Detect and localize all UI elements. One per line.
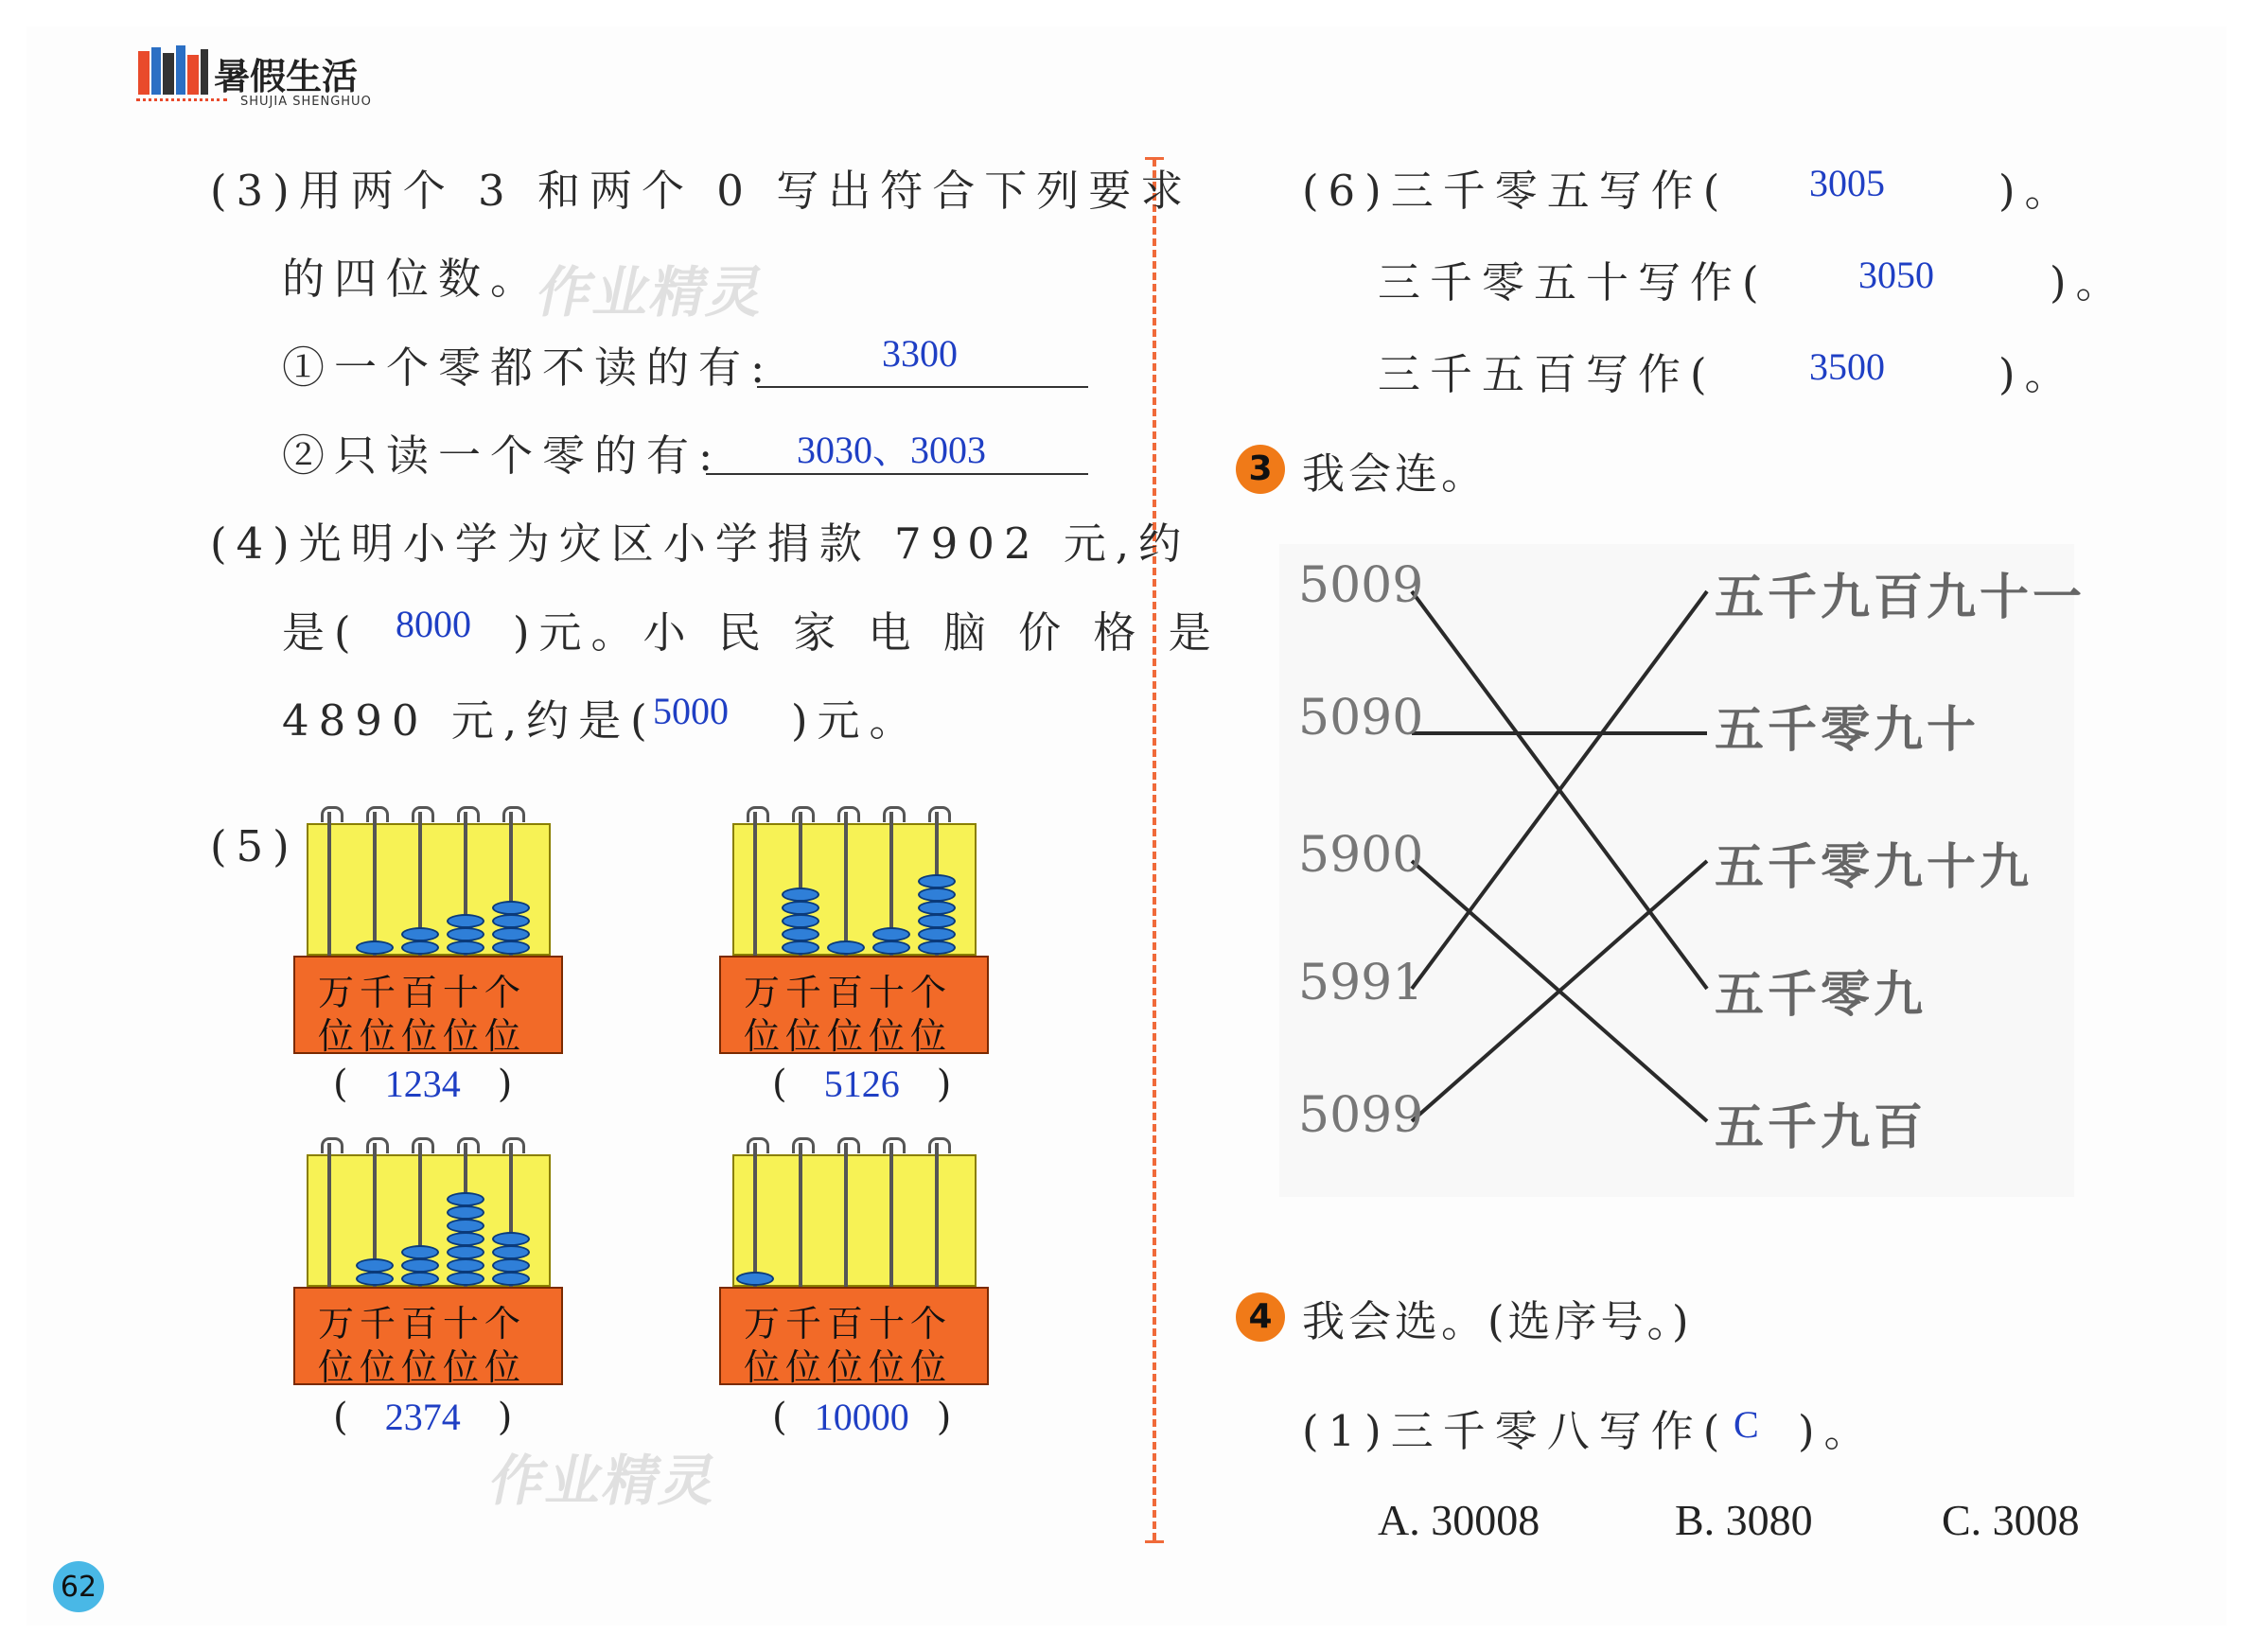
rod-knob	[321, 806, 343, 822]
abacus-bead	[447, 940, 484, 955]
q6-line1-close: )。	[1998, 166, 2077, 216]
place-label-row-2: 位位位位位	[744, 1346, 953, 1388]
abacus-rod	[327, 1143, 331, 1289]
q6-line1: (6)三千零五写作(	[1302, 166, 1730, 216]
q4-line1: (4)光明小学为灾区小学捐款 7902 元,约	[210, 518, 1191, 569]
abacus-rod	[327, 812, 331, 958]
q6-line2-close: )。	[2050, 257, 2128, 308]
abacus-place-labels	[719, 1287, 989, 1388]
abacus-bead	[782, 940, 819, 955]
s4-q1-post: )。	[1798, 1406, 1876, 1456]
abacus-4-answer-row	[772, 1395, 999, 1439]
rod-knob	[928, 1137, 951, 1153]
rod-knob	[883, 1137, 906, 1153]
match-word: 五千零九十九	[1715, 838, 2033, 896]
abacus-bead	[736, 1272, 774, 1286]
rod-knob	[457, 806, 480, 822]
abacus-bead	[447, 927, 484, 941]
match-word: 五千零九十	[1715, 701, 1980, 759]
rod-knob	[412, 806, 434, 822]
abacus-bead	[918, 874, 956, 888]
abacus-bead	[827, 940, 865, 955]
header-subtitle: SHUJIA SHENGHUO	[240, 95, 372, 109]
place-label-row-1: 万千百十个	[318, 1303, 527, 1344]
page-number: 62	[60, 1571, 97, 1604]
abacus-bead	[918, 927, 956, 941]
q3-sub2-label: ②只读一个零的有:	[282, 431, 723, 481]
close-paren: )	[936, 1063, 952, 1106]
s4-q1-pre: (1)三千零八写作(	[1302, 1406, 1730, 1456]
close-paren: )	[497, 1396, 513, 1439]
abacus-bead	[447, 1219, 484, 1233]
column-divider	[1153, 159, 1156, 1540]
abacus-rod	[373, 812, 377, 958]
place-label-row-1: 万千百十个	[318, 972, 527, 1013]
rod-knob	[928, 806, 951, 822]
q4-line2-post: )元。小 民 家 电 脑 价 格 是	[513, 607, 1221, 658]
match-number: 5900	[1298, 827, 1424, 884]
abacus-place-labels	[293, 956, 563, 1057]
section-3-title: 我会连。	[1302, 448, 1488, 499]
q4-line3-answer: 5000	[653, 690, 729, 732]
q4-line3-pre: 4890 元,约是(	[282, 695, 657, 746]
close-paren: )	[497, 1063, 513, 1106]
open-paren: (	[772, 1063, 787, 1106]
abacus-bead	[356, 940, 394, 955]
abacus-bead	[401, 927, 439, 941]
abacus-bead	[918, 888, 956, 902]
q6-line3-answer: 3500	[1809, 345, 1885, 388]
rod-knob	[883, 806, 906, 822]
option-b: B. 3080	[1675, 1496, 1813, 1544]
open-paren: (	[333, 1063, 348, 1106]
abacus-bead	[447, 1232, 484, 1246]
abacus-bead	[918, 901, 956, 915]
match-number: 5090	[1298, 690, 1424, 747]
match-number: 5099	[1298, 1087, 1424, 1144]
abacus-rod	[799, 1143, 802, 1289]
abacus-2-answer-row	[772, 1062, 980, 1106]
abacus-bead	[447, 1205, 484, 1220]
abacus-rod	[889, 1143, 893, 1289]
abacus-bead	[782, 888, 819, 902]
option-a: A. 30008	[1378, 1496, 1540, 1544]
abacus-bead	[447, 1258, 484, 1273]
abacus-bead	[401, 1272, 439, 1286]
abacus-1-answer-row	[333, 1062, 522, 1106]
header-title: 暑假生活	[214, 56, 359, 97]
option-c: C. 3008	[1942, 1496, 2080, 1544]
abacus-bead	[872, 940, 910, 955]
abacus-rod	[753, 812, 757, 958]
rod-knob	[457, 1137, 480, 1153]
place-label-row-2: 位位位位位	[318, 1015, 527, 1057]
abacus-4-answer: 10000	[814, 1396, 909, 1438]
rod-knob	[837, 1137, 860, 1153]
place-label-row-1: 万千百十个	[744, 972, 953, 1013]
close-paren: )	[936, 1396, 952, 1439]
watermark-top: 作业精灵	[531, 260, 773, 325]
match-word: 五千九百九十一	[1715, 569, 2086, 626]
place-label-row-2: 位位位位位	[744, 1015, 953, 1057]
abacus-bead	[401, 1245, 439, 1259]
q6-line3-close: )。	[1998, 349, 2077, 399]
abacus-bead	[447, 1272, 484, 1286]
q3-sub1-label: ①一个零都不读的有:	[282, 343, 775, 393]
abacus-bead	[872, 927, 910, 941]
watermark-bottom: 作业精灵	[484, 1449, 726, 1513]
abacus-bead	[492, 940, 530, 955]
matching-exercise	[1279, 544, 2086, 1197]
abacus-bead	[447, 1245, 484, 1259]
q3-line2: 的四位数。	[282, 254, 543, 304]
rod-knob	[366, 806, 389, 822]
abacus-bead	[492, 1232, 530, 1246]
q3-line1: (3)用两个 3 和两个 0 写出符合下列要求	[210, 166, 1193, 216]
abacus-bead	[356, 1258, 394, 1273]
section-4-badge: 4	[1236, 1292, 1285, 1342]
abacus-place-labels	[719, 956, 989, 1057]
divider-bottom-tick	[1145, 1540, 1164, 1543]
abacus-bead	[356, 1272, 394, 1286]
q6-line2: 三千零五十写作(	[1378, 257, 1769, 308]
abacus-bead	[492, 1245, 530, 1259]
abacus-1	[293, 823, 563, 1079]
abacus-bead	[492, 914, 530, 928]
rod-knob	[837, 806, 860, 822]
rod-knob	[321, 1137, 343, 1153]
abacus-bead	[492, 1272, 530, 1286]
q5-label: (5)	[210, 821, 299, 871]
q4-line2-answer: 8000	[396, 603, 471, 645]
open-paren: (	[772, 1396, 787, 1439]
rod-knob	[502, 806, 525, 822]
abacus-bead	[918, 914, 956, 928]
books-icon	[136, 44, 210, 97]
abacus-2-answer: 5126	[823, 1063, 900, 1105]
abacus-rod	[844, 812, 848, 958]
abacus-bead	[782, 927, 819, 941]
abacus-bead	[401, 1258, 439, 1273]
q6-line3: 三千五百写作(	[1378, 349, 1716, 399]
abacus-bead	[782, 914, 819, 928]
section-3-badge: 3	[1236, 445, 1285, 494]
abacus-2	[719, 823, 989, 1079]
q4-line3-post: )元。	[791, 695, 922, 746]
s4-q1-answer: C	[1734, 1403, 1759, 1446]
abacus-3	[293, 1154, 563, 1410]
rod-knob	[792, 1137, 815, 1153]
q4-line2-pre: 是(	[282, 607, 361, 658]
abacus-bead	[782, 901, 819, 915]
abacus-bead	[492, 927, 530, 941]
match-number: 5009	[1298, 557, 1424, 614]
open-paren: (	[333, 1396, 348, 1439]
abacus-bead	[401, 940, 439, 955]
abacus-1-answer: 1234	[384, 1063, 461, 1105]
abacus-rod	[935, 1143, 939, 1289]
header-logo	[136, 42, 382, 114]
place-label-row-2: 位位位位位	[318, 1346, 527, 1388]
rod-knob	[502, 1137, 525, 1153]
match-word: 五千零九	[1715, 966, 1927, 1024]
abacus-bead	[447, 914, 484, 928]
abacus-4	[719, 1154, 989, 1410]
q3-sub2-answer: 3030、3003	[797, 429, 986, 471]
abacus-bead	[447, 1192, 484, 1206]
abacus-3-answer: 2374	[384, 1396, 461, 1438]
section-4-title: 我会选。(选序号。)	[1302, 1296, 1693, 1346]
abacus-3-answer-row	[333, 1395, 522, 1439]
abacus-rod	[844, 1143, 848, 1289]
abacus-place-labels	[293, 1287, 563, 1388]
abacus-bead	[492, 1258, 530, 1273]
match-word: 五千九百	[1715, 1098, 1927, 1156]
q3-sub1-blank	[757, 386, 1088, 388]
place-label-row-1: 万千百十个	[744, 1303, 953, 1344]
q3-sub1-answer: 3300	[882, 332, 958, 375]
rod-knob	[792, 806, 815, 822]
abacus-bead	[492, 901, 530, 915]
abacus-bead	[918, 940, 956, 955]
q6-line1-answer: 3005	[1809, 162, 1885, 204]
rod-knob	[747, 1137, 769, 1153]
match-number: 5991	[1298, 955, 1424, 1011]
abacus-rod	[753, 1143, 757, 1289]
rod-knob	[366, 1137, 389, 1153]
rod-knob	[412, 1137, 434, 1153]
q6-line2-answer: 3050	[1858, 254, 1934, 296]
abacus-frame	[732, 1154, 977, 1287]
rod-knob	[747, 806, 769, 822]
header-dashes	[136, 98, 227, 101]
